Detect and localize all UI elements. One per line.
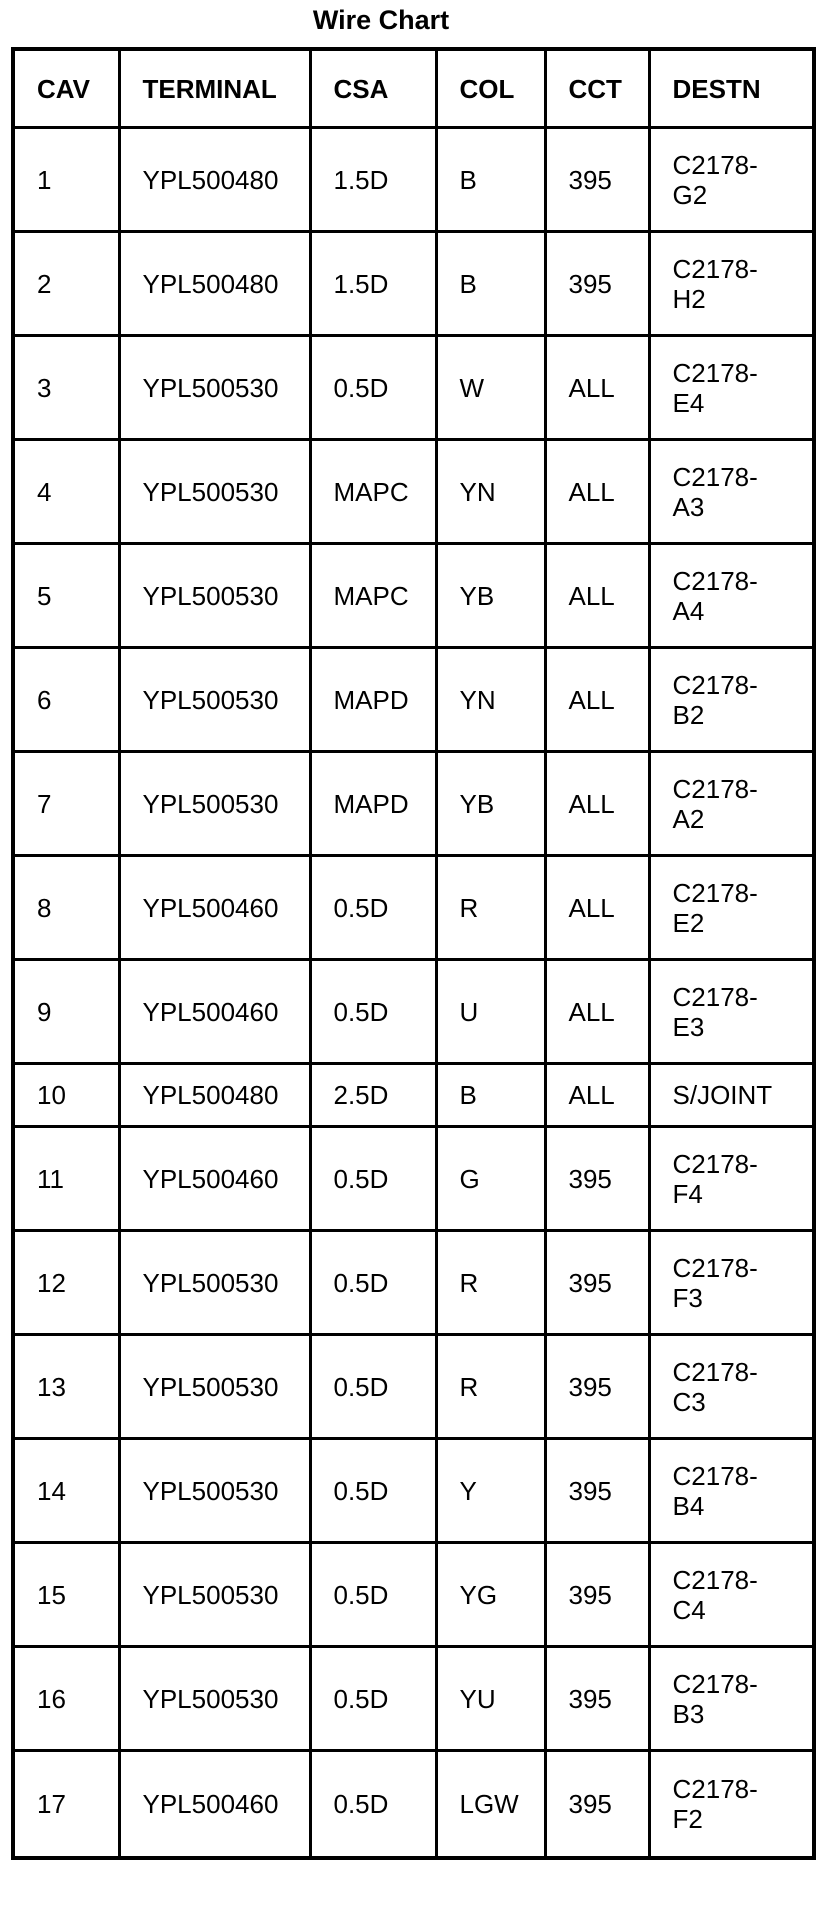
cav-cell: 9: [13, 960, 119, 1064]
cct-cell: ALL: [545, 648, 649, 752]
destn-cell: C2178- B2: [649, 648, 814, 752]
cct-cell: ALL: [545, 544, 649, 648]
terminal-cell: YPL500530: [119, 1647, 310, 1751]
table-row: [13, 856, 814, 960]
destn-cell: C2178- A2: [649, 752, 814, 856]
csa-cell: 0.5D: [310, 336, 436, 440]
cct-cell: 395: [545, 1335, 649, 1439]
csa-cell: MAPD: [310, 752, 436, 856]
cav-cell: 8: [13, 856, 119, 960]
col-cell: B: [436, 128, 545, 232]
col-cell: YN: [436, 440, 545, 544]
col-cell: LGW: [436, 1751, 545, 1859]
table-row: [13, 1064, 814, 1127]
col-cell: B: [436, 232, 545, 336]
table-row: [13, 544, 814, 648]
table-row: [13, 128, 814, 232]
csa-cell: 1.5D: [310, 232, 436, 336]
cct-cell: 395: [545, 232, 649, 336]
col-cell: YG: [436, 1543, 545, 1647]
cav-cell: 13: [13, 1335, 119, 1439]
cav-cell: 7: [13, 752, 119, 856]
destn-cell: C2178- E3: [649, 960, 814, 1064]
destn-cell: C2178- G2: [649, 128, 814, 232]
table-row: [13, 1127, 814, 1231]
destn-cell: S/JOINT: [649, 1064, 814, 1127]
csa-cell: 0.5D: [310, 1231, 436, 1335]
column-header-terminal: TERMINAL: [119, 49, 310, 128]
destn-cell: C2178- E2: [649, 856, 814, 960]
csa-cell: 0.5D: [310, 1751, 436, 1859]
col-cell: U: [436, 960, 545, 1064]
table-row: [13, 1335, 814, 1439]
table-row: [13, 1543, 814, 1647]
cct-cell: ALL: [545, 856, 649, 960]
cav-cell: 11: [13, 1127, 119, 1231]
terminal-cell: YPL500530: [119, 544, 310, 648]
destn-cell: C2178- F4: [649, 1127, 814, 1231]
cav-cell: 4: [13, 440, 119, 544]
csa-cell: 2.5D: [310, 1064, 436, 1127]
csa-cell: MAPC: [310, 544, 436, 648]
cav-cell: 3: [13, 336, 119, 440]
destn-cell: C2178- B3: [649, 1647, 814, 1751]
column-header-col: COL: [436, 49, 545, 128]
terminal-cell: YPL500480: [119, 1064, 310, 1127]
table-row: [13, 648, 814, 752]
terminal-cell: YPL500530: [119, 1335, 310, 1439]
wire-chart-table: [11, 47, 816, 1860]
page-title: Wire Chart: [312, 5, 450, 35]
destn-cell: C2178- A4: [649, 544, 814, 648]
terminal-cell: YPL500460: [119, 856, 310, 960]
cct-cell: 395: [545, 128, 649, 232]
terminal-cell: YPL500530: [119, 1543, 310, 1647]
table-row: [13, 1751, 814, 1859]
col-cell: R: [436, 1231, 545, 1335]
col-cell: W: [436, 336, 545, 440]
destn-cell: C2178- E4: [649, 336, 814, 440]
terminal-cell: YPL500530: [119, 1231, 310, 1335]
terminal-cell: YPL500480: [119, 232, 310, 336]
cct-cell: ALL: [545, 752, 649, 856]
column-header-cct: CCT: [545, 49, 649, 128]
col-cell: G: [436, 1127, 545, 1231]
csa-cell: 1.5D: [310, 128, 436, 232]
cct-cell: 395: [545, 1439, 649, 1543]
destn-cell: C2178- H2: [649, 232, 814, 336]
table-row: [13, 960, 814, 1064]
cct-cell: 395: [545, 1543, 649, 1647]
csa-cell: 0.5D: [310, 1439, 436, 1543]
csa-cell: MAPC: [310, 440, 436, 544]
cav-cell: 15: [13, 1543, 119, 1647]
table-row: [13, 752, 814, 856]
cct-cell: ALL: [545, 440, 649, 544]
col-cell: Y: [436, 1439, 545, 1543]
cav-cell: 10: [13, 1064, 119, 1127]
terminal-cell: YPL500480: [119, 128, 310, 232]
cav-cell: 1: [13, 128, 119, 232]
table-row: [13, 336, 814, 440]
cav-cell: 2: [13, 232, 119, 336]
csa-cell: 0.5D: [310, 1647, 436, 1751]
column-header-cav: CAV: [13, 49, 119, 128]
table-header-row: [13, 49, 814, 128]
column-header-destn: DESTN: [649, 49, 814, 128]
col-cell: R: [436, 1335, 545, 1439]
terminal-cell: YPL500530: [119, 1439, 310, 1543]
cct-cell: 395: [545, 1751, 649, 1859]
terminal-cell: YPL500530: [119, 336, 310, 440]
table-row: [13, 232, 814, 336]
cav-cell: 16: [13, 1647, 119, 1751]
terminal-cell: YPL500530: [119, 440, 310, 544]
destn-cell: C2178- F2: [649, 1751, 814, 1859]
destn-cell: C2178- C3: [649, 1335, 814, 1439]
terminal-cell: YPL500460: [119, 960, 310, 1064]
col-cell: YN: [436, 648, 545, 752]
col-cell: R: [436, 856, 545, 960]
table-row: [13, 1231, 814, 1335]
terminal-cell: YPL500460: [119, 1751, 310, 1859]
csa-cell: MAPD: [310, 648, 436, 752]
table-row: [13, 440, 814, 544]
cav-cell: 5: [13, 544, 119, 648]
cct-cell: ALL: [545, 1064, 649, 1127]
col-cell: YB: [436, 544, 545, 648]
terminal-cell: YPL500530: [119, 648, 310, 752]
csa-cell: 0.5D: [310, 960, 436, 1064]
cct-cell: 395: [545, 1647, 649, 1751]
csa-cell: 0.5D: [310, 1335, 436, 1439]
cav-cell: 6: [13, 648, 119, 752]
destn-cell: C2178- F3: [649, 1231, 814, 1335]
column-header-csa: CSA: [310, 49, 436, 128]
col-cell: YB: [436, 752, 545, 856]
csa-cell: 0.5D: [310, 856, 436, 960]
destn-cell: C2178- B4: [649, 1439, 814, 1543]
col-cell: B: [436, 1064, 545, 1127]
cct-cell: 395: [545, 1127, 649, 1231]
destn-cell: C2178- C4: [649, 1543, 814, 1647]
cav-cell: 17: [13, 1751, 119, 1859]
table-row: [13, 1647, 814, 1751]
terminal-cell: YPL500460: [119, 1127, 310, 1231]
destn-cell: C2178- A3: [649, 440, 814, 544]
csa-cell: 0.5D: [310, 1543, 436, 1647]
table-row: [13, 1439, 814, 1543]
cct-cell: ALL: [545, 336, 649, 440]
cct-cell: ALL: [545, 960, 649, 1064]
cct-cell: 395: [545, 1231, 649, 1335]
csa-cell: 0.5D: [310, 1127, 436, 1231]
terminal-cell: YPL500530: [119, 752, 310, 856]
cav-cell: 14: [13, 1439, 119, 1543]
cav-cell: 12: [13, 1231, 119, 1335]
col-cell: YU: [436, 1647, 545, 1751]
